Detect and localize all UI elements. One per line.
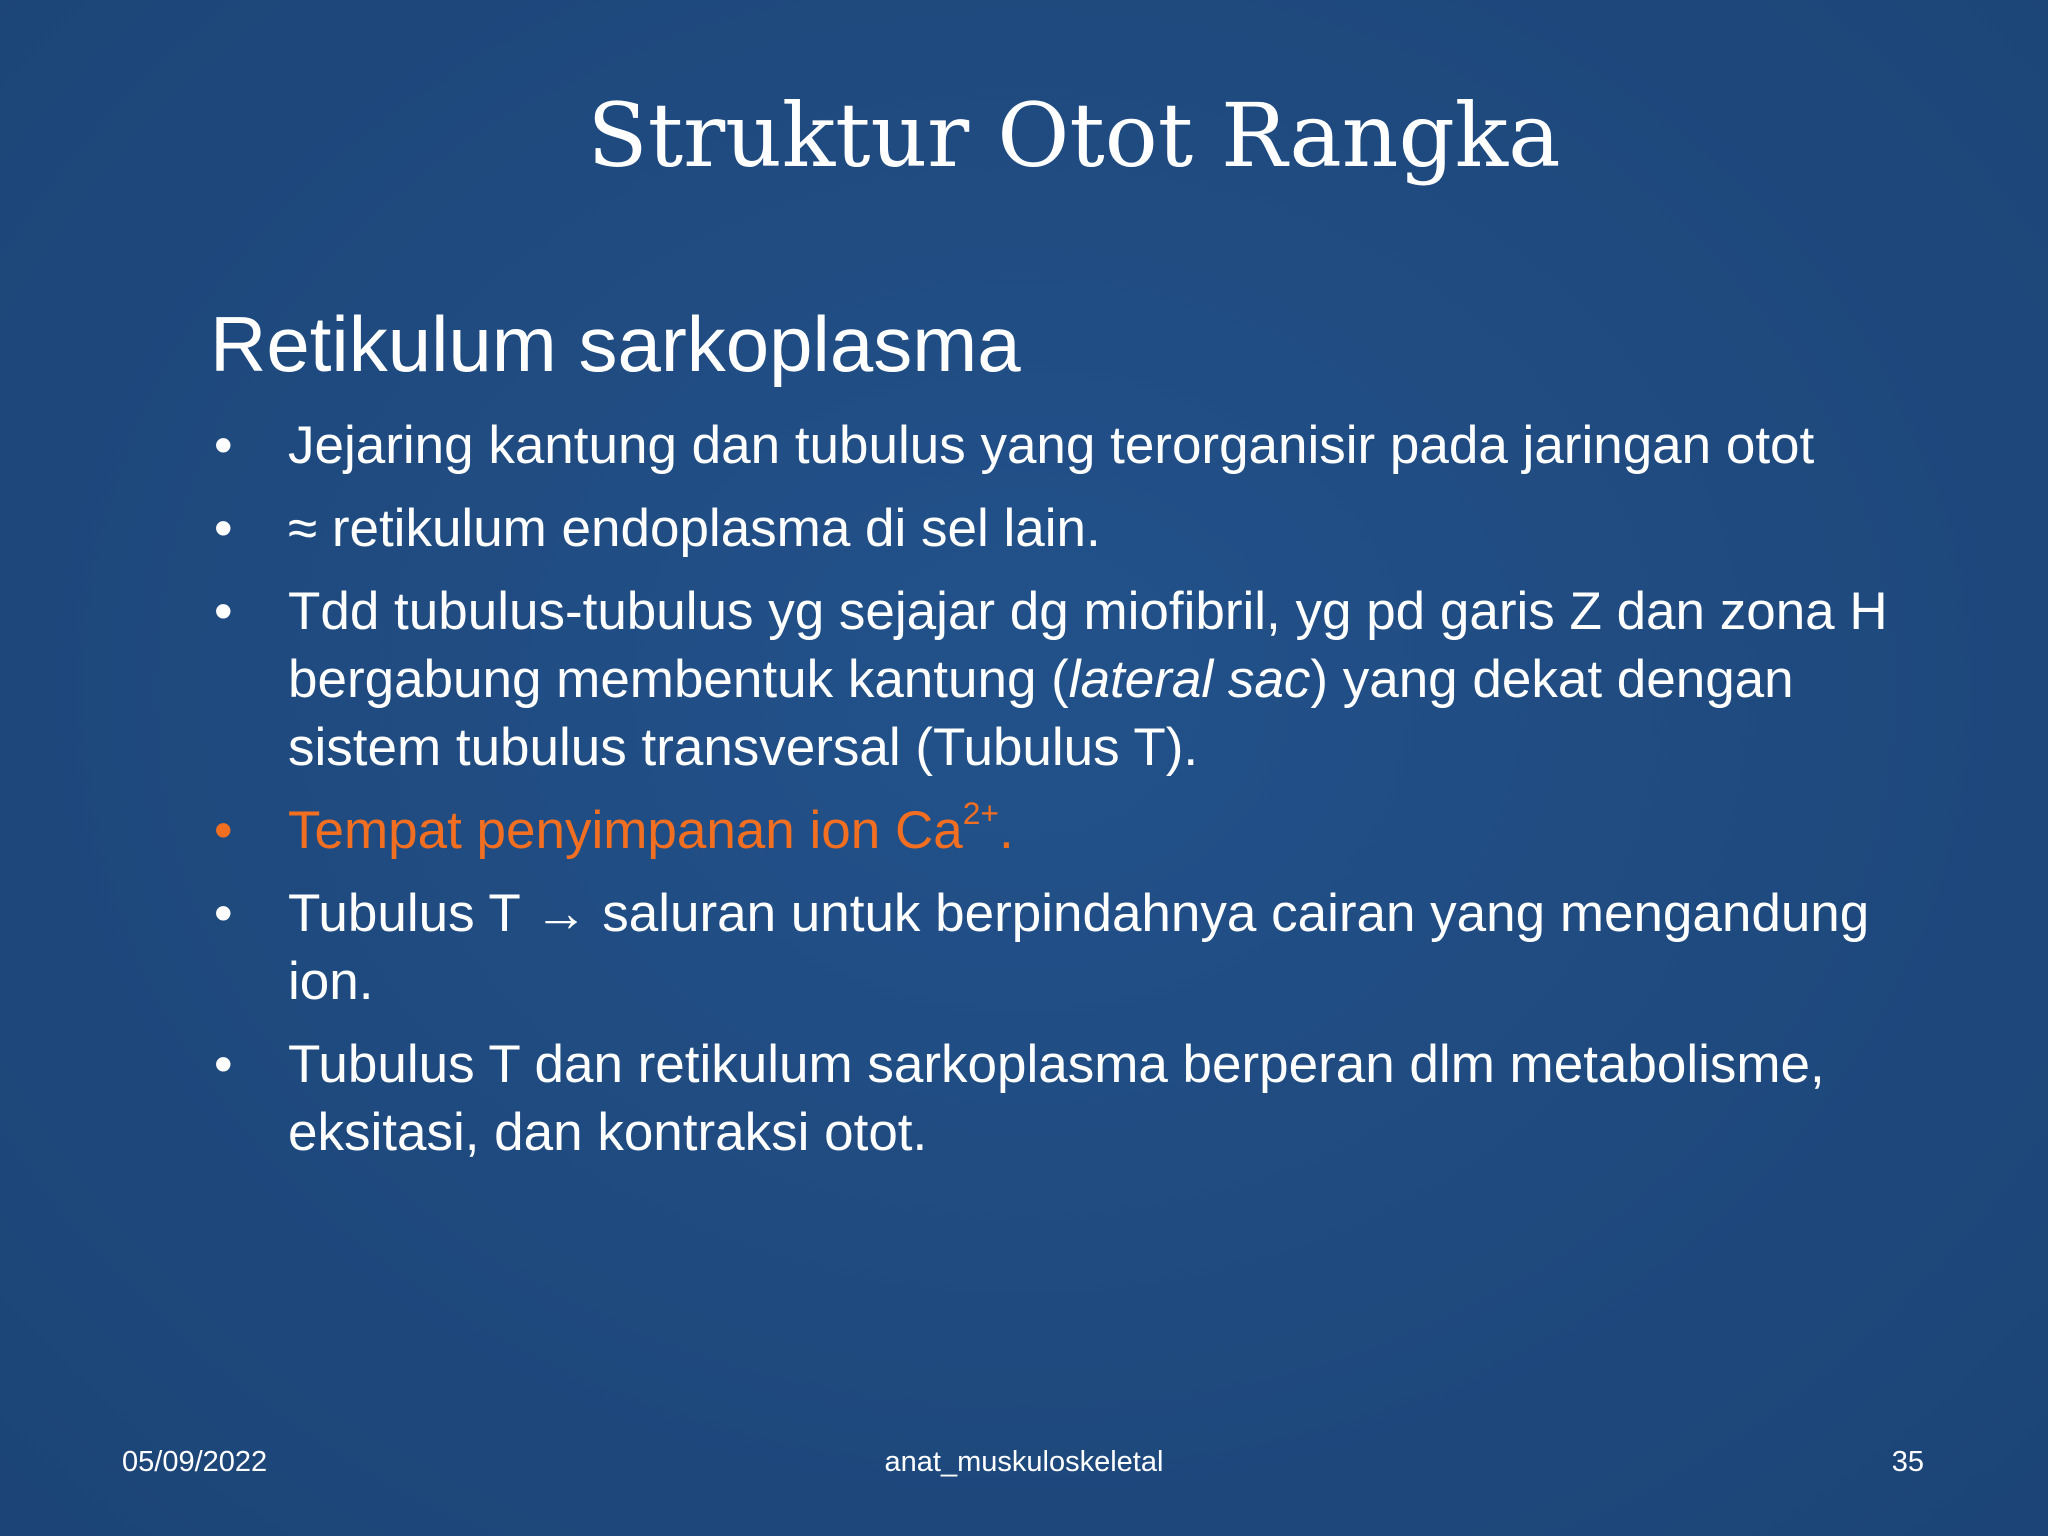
bullet-item: [210, 495, 1910, 563]
bullet-item: [210, 880, 1910, 1016]
bullet-text: Tubulus T dan retikulum sarkoplasma berperan dlm metabolisme, eksitasi, dan kontraksi otot.: [288, 1035, 1825, 1162]
bullet-item-highlight: [210, 797, 1910, 865]
bullet-icon: •: [214, 1035, 233, 1094]
bullet-icon: •: [214, 499, 233, 558]
footer-date: 05/09/2022: [122, 1446, 268, 1478]
bullet-icon: •: [214, 582, 233, 641]
bullet-item: [210, 412, 1910, 480]
section-heading: Retikulum sarkoplasma: [210, 300, 1021, 388]
bullet-text: ≈ retikulum endoplasma di sel lain.: [288, 499, 1101, 558]
bullet-icon: •: [214, 884, 233, 943]
bullet-text: [288, 582, 1888, 777]
bullet-text-end: ) yang dekat dengan sistem tubulus transversal (Tubulus T).: [288, 650, 1794, 777]
bullet-text: [288, 795, 1014, 860]
italic-term: lateral sac: [1068, 650, 1311, 709]
bullet-text-start: Tdd tubulus-tubulus yg sejajar dg miofibril, yg pd garis Z dan zona H bergabung membentuk kantung (: [288, 582, 1888, 709]
bullet-item: [210, 578, 1910, 782]
bullet-icon: •: [214, 416, 233, 475]
bullet-text: Jejaring kantung dan tubulus yang terorganisir pada jaringan otot: [288, 416, 1815, 475]
slide-title: Struktur Otot Rangka: [587, 84, 1561, 187]
bullet-text: Tubulus T → saluran untuk berpindahnya cairan yang mengandung ion.: [288, 884, 1870, 1011]
bullet-text-start: Tempat penyimpanan ion Ca: [288, 801, 963, 860]
bullet-icon: •: [214, 801, 233, 860]
footer-title: anat_muskuloskeletal: [884, 1446, 1164, 1478]
bullet-list: [210, 412, 1910, 1182]
footer-page-number: 35: [1891, 1446, 1924, 1478]
superscript: 2+: [962, 795, 999, 832]
bullet-item: [210, 1031, 1910, 1167]
bullet-text-end: .: [998, 801, 1014, 860]
